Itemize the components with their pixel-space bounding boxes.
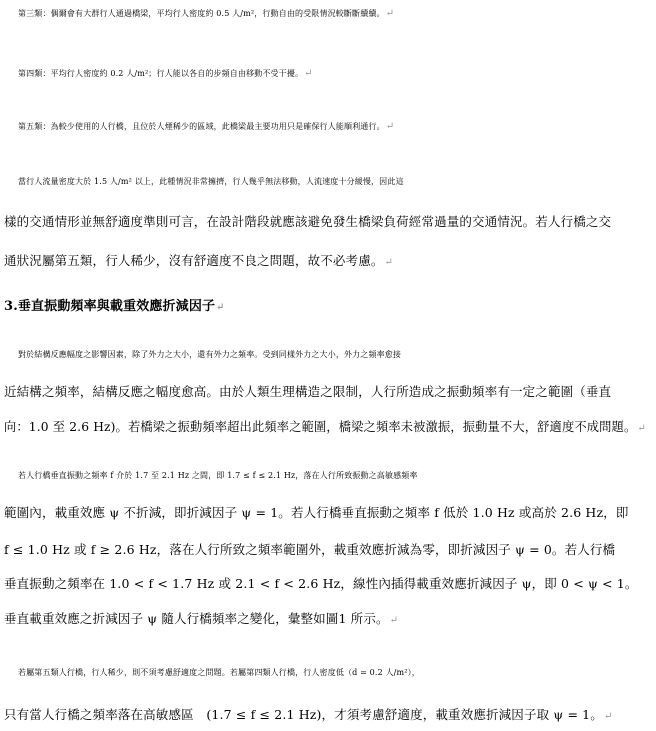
paragraph-mark: ↵	[385, 8, 395, 19]
paragraph-mark: ↵	[216, 302, 225, 313]
paragraph-comfort-line-1: 若屬第五類人行橋，行人稀少，則不須考慮舒適度之問題。若屬第四類人行橋，行人密度低（d = 0.2 人/m²），	[18, 668, 420, 677]
paragraph-frequency-line-4: 垂直振動之頻率在 1.0 < f < 1.7 Hz 或 2.1 < f < 2.6 Hz，線性內插得載重效應折減因子 ψ，即 0 < ψ < 1。	[4, 576, 638, 591]
paragraph-category-3: 第三類：偶爾會有大群行人通過橋梁，平均行人密度約 0.5 人/m²，行動自由的受限情況較斷斷續續。↵	[18, 8, 395, 19]
paragraph-category-4: 第四類：平均行人密度約 0.2 人/m²；行人能以各自的步頻自由移動不受干擾。↵	[18, 68, 313, 79]
paragraph-category-5: 第五類：為較少使用的人行橋，且位於人煙稀少的區域，此橋梁最主要功用只是確保行人能順利通行。↵	[18, 121, 395, 132]
paragraph-mark: ↵	[603, 711, 613, 722]
paragraph-response-line-3: 向：1.0 至 2.6 Hz)。若橋梁之振動頻率超出此頻率之範圍，橋梁之頻率未被激振，振動量不大，舒適度不成問題。↵	[4, 420, 646, 434]
paragraph-density-line-1: 當行人流量密度大於 1.5 人/m² 以上，此種情況非常擁擠，行人幾乎無法移動，人流速度十分緩慢，因此這	[18, 177, 404, 186]
paragraph-mark: ↵	[637, 423, 646, 434]
paragraph-response-line-2: 近結構之頻率，結構反應之幅度愈高。由於人類生理構造之限制，人行所造成之振動頻率有一定之範圍（垂直	[4, 384, 612, 399]
paragraph-response-line-1: 對於結構反應幅度之影響因素，除了外力之大小，還有外力之頻率。受到同樣外力之大小，外力之頻率愈接	[18, 350, 402, 359]
paragraph-frequency-line-3: f ≤ 1.0 Hz 或 f ≥ 2.6 Hz，落在人行所致之頻率範圍外，載重效應折減為零，即折減因子 ψ = 0。若人行橋	[4, 542, 616, 557]
section-heading: 3.垂直振動頻率與載重效應折減因子↵	[4, 299, 225, 314]
paragraph-mark: ↵	[304, 68, 313, 79]
paragraph-mark: ↵	[389, 615, 399, 626]
paragraph-mark: ↵	[384, 257, 394, 268]
paragraph-frequency-line-1: 若人行橋垂直振動之頻率 f 介於 1.7 至 2.1 Hz 之間，即 1.7 ≤ f ≤ 2.1 Hz，落在人行所致振動之高敏感頻率	[18, 471, 418, 480]
paragraph-mark: ↵	[385, 121, 395, 132]
paragraph-comfort-line-2: 只有當人行橋之頻率落在高敏感區 (1.7 ≤ f ≤ 2.1 Hz)，才須考慮舒適度，載重效應折減因子取 ψ = 1。↵	[4, 707, 613, 722]
paragraph-frequency-line-5: 垂直載重效應之折減因子 ψ 隨人行橋頻率之變化，彙整如圖1 所示。↵	[4, 611, 399, 626]
paragraph-frequency-line-2: 範圍內，載重效應 ψ 不折減，即折減因子 ψ = 1。若人行橋垂直振動之頻率 f 低於 1.0 Hz 或高於 2.6 Hz，即	[4, 505, 629, 520]
paragraph-density-line-3: 通狀況屬第五類，行人稀少，沒有舒適度不良之問題，故不必考慮。↵	[4, 253, 394, 268]
paragraph-density-line-2: 樣的交通情形並無舒適度準則可言，在設計階段就應該避免發生橋梁負荷經常過量的交通情況。若人行橋之交	[4, 214, 612, 229]
